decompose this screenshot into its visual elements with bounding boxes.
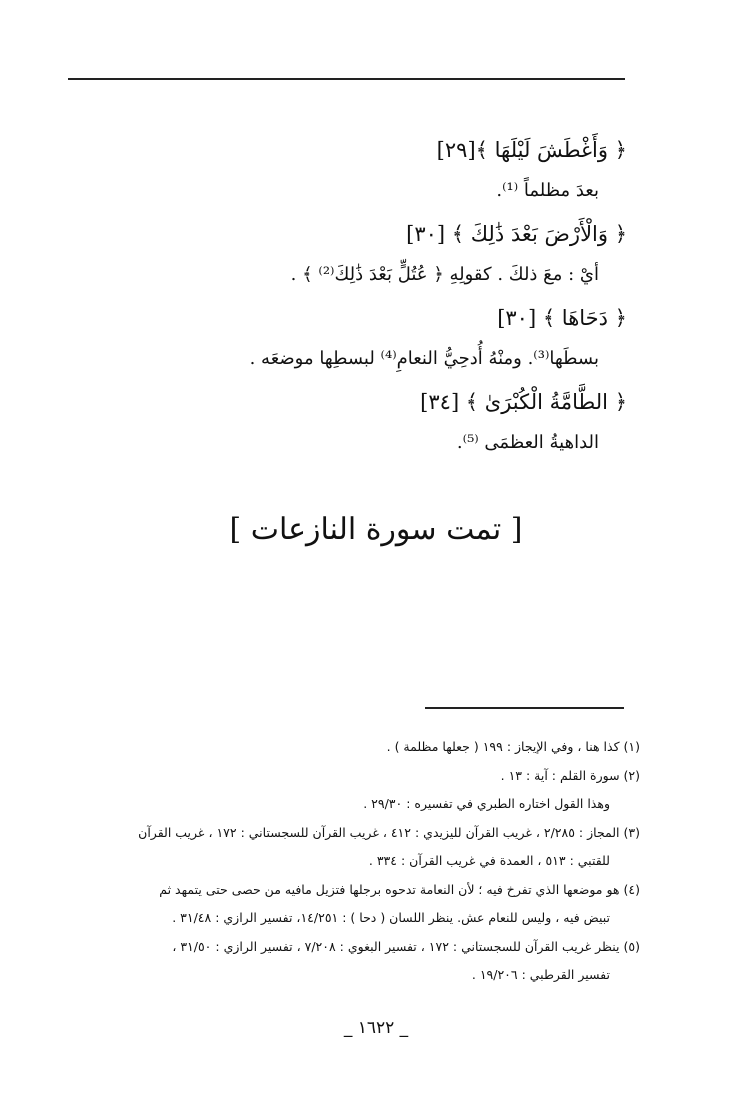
footnote-line: وهذا القول اختاره الطبري في تفسيره : ٢٩/٣٠ . (363, 796, 610, 811)
glossary-entry (107, 380, 627, 464)
verse-citation: ﴿ الطَّامَّةُ الْكُبْرَىٰ ﴾ [٣٤] (420, 390, 627, 414)
verse-citation: ﴿ وَالْأَرْضَ بَعْدَ ذَٰلِكَ ﴾ [٣٠] (406, 222, 627, 246)
top-rule (68, 78, 625, 80)
verse-citation: ﴿ وَأَغْطَشَ لَيْلَهَا ﴾[٢٩] (436, 138, 627, 162)
verse-gloss: بسطَها⁽³⁾. ومنْهُ أُدحِيُّ النعامِ⁽⁴⁾ لبسطِها موضعَه . (249, 348, 599, 369)
verse-citation: ﴿ دَحَاهَا ﴾ [٣٠] (497, 306, 627, 330)
verse-gloss: الداهيةُ العظمَى ⁽⁵⁾. (456, 432, 599, 453)
footnotes (60, 733, 640, 990)
footnote-line: (٣) المجاز : ٢/٢٨٥ ، غريب القرآن لليزيدي : ٤١٢ ، غريب القرآن للسجستاني : ١٧٢ ، غريب القرآن (138, 824, 640, 840)
page-number: _ ١٦٢٢ _ (343, 1018, 409, 1038)
footnote-line: تفسير القرطبي : ١٩/٢٠٦ . (471, 967, 610, 982)
footnote-line: (٢) سورة القلم : آية : ١٣ . (500, 767, 640, 783)
footnote-line: للقتبي : ٥١٣ ، العمدة في غريب القرآن : ٣٣٤ . (368, 853, 610, 868)
footnote-line: (٥) ينظر غريب القرآن للسجستاني : ١٧٢ ، تفسير البغوي : ٧/٢٠٨ ، تفسير الرازي : ٣١/٥٠ ، (172, 938, 640, 954)
footnote-line: تبيض فيه ، وليس للنعام عش. ينظر اللسان ( دحا ) : ١٤/٢٥١، تفسير الرازي : ٣١/٤٨ . (172, 910, 610, 925)
footnote-rule (425, 707, 624, 709)
glossary-entry (107, 212, 627, 296)
footnote-line: (١) كذا هنا ، وفي الإيجاز : ١٩٩ ( جعلها مظلمة ) . (386, 739, 640, 754)
glossary-entries (107, 128, 627, 464)
verse-gloss: أيْ : معَ ذلكَ . كقولِهِ ﴿ عُتُلٍّ بَعْدَ ذَٰلِكَ⁽²⁾ ﴾ . (290, 264, 599, 285)
footnote-line: (٤) هو موضعها الذي تفرخ فيه ؛ لأن النعامة تدحوه برجلها فتزيل مافيه من حصى حتى يتمهد ثم (159, 881, 640, 897)
surah-closing-title: [ تمت سورة النازعات ] (229, 512, 523, 547)
glossary-entry (107, 296, 627, 380)
glossary-entry (107, 128, 627, 212)
verse-gloss: بعدَ مظلماً ⁽¹⁾. (496, 180, 599, 201)
